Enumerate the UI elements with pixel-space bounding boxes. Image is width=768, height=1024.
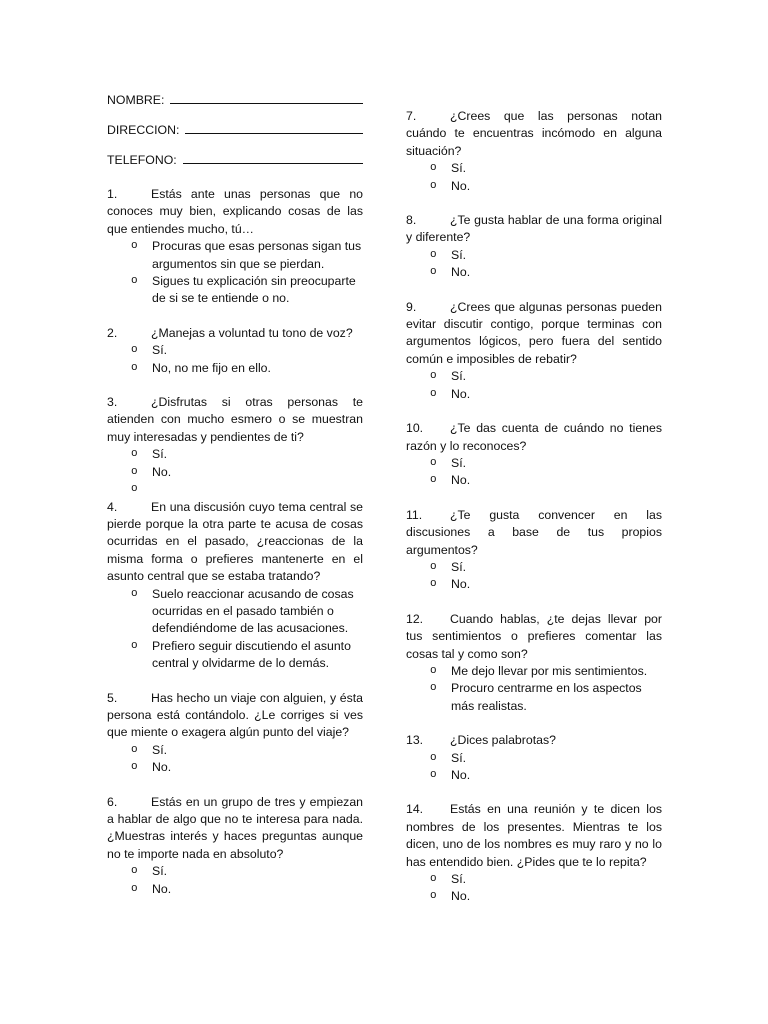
question-number: 3. [107,395,118,410]
question-number: 8. [406,213,417,228]
option-label: Sí. [152,343,168,358]
option-label: Procuras que esas personas sigan tus argumentos sin que se pierdan. [152,239,362,271]
option-label: Procuro centrarme en los aspectos más realistas. [451,681,642,713]
question-text [107,690,363,742]
option-list [107,238,363,308]
question-body: ¿Disfrutas si otras personas te atienden con mucho esmero o se muestran muy interesadas y pendientes de ti? [107,395,363,444]
option-item[interactable] [107,742,363,759]
name-field[interactable] [107,91,363,108]
circle-bullet-icon: o [131,639,138,652]
option-label: No, no me fijo en ello. [152,360,271,375]
option-item[interactable] [406,576,662,593]
personal-info-fields [107,91,363,168]
option-item-empty[interactable] [107,481,363,498]
option-item[interactable] [107,464,363,481]
option-list [406,455,662,490]
question-text [107,394,363,446]
question-12 [406,611,662,715]
question-number: 11. [406,507,423,522]
option-label: No. [451,889,471,904]
question-number: 5. [107,690,118,705]
option-label: Sigues tu explicación sin preocuparte de si se te entiende o no. [152,274,356,306]
option-item[interactable] [107,586,363,638]
option-item[interactable] [107,863,363,880]
option-item[interactable] [406,680,662,715]
question-number: 10. [406,421,424,436]
option-item[interactable] [406,160,662,177]
circle-bullet-icon: o [430,266,437,279]
option-label: Me dejo llevar por mis sentimientos. [451,663,648,678]
option-label: Sí. [152,864,168,879]
question-body: Estás en un grupo de tres y empiezan a hablar de algo que no te interesa para nada. ¿Muestras interés y haces preguntas aunque no te importe nada en absoluto? [107,794,363,861]
question-5 [107,690,363,777]
circle-bullet-icon: o [131,882,138,895]
circle-bullet-icon: o [131,344,138,357]
circle-bullet-icon: o [131,275,138,288]
question-14 [406,801,662,905]
question-text [406,212,662,247]
option-list [406,559,662,594]
option-item[interactable] [107,446,363,463]
question-9 [406,299,662,403]
question-4 [107,499,363,673]
question-10 [406,420,662,490]
address-blank-line[interactable] [185,121,363,134]
question-number: 1. [107,187,118,201]
address-field[interactable] [107,121,363,138]
question-body: Estás ante unas personas que no conoces muy bien, explicando cosas de las que entiendes mucho, tú… [107,187,363,236]
question-text [107,499,363,586]
option-list [406,871,662,906]
circle-bullet-icon: o [430,578,437,591]
option-label: No. [152,881,172,896]
question-text [406,420,662,455]
question-body: ¿Te gusta convencer en las discusiones a base de tus propios argumentos? [406,507,662,557]
question-number: 14. [406,802,424,817]
question-text [406,732,662,749]
circle-bullet-icon: o [430,162,437,175]
question-body: Cuando hablas, ¿te dejas llevar por tus sentimientos o prefieres comentar las cosas tal y como son? [406,611,662,661]
option-label: Sí. [451,750,467,765]
left-column [107,91,363,915]
option-item[interactable] [406,559,662,576]
name-label: NOMBRE: [107,93,165,107]
question-body: Has hecho un viaje con alguien, y ésta persona está contándolo. ¿Le corriges si ves que miente o exagera algún punto del viaje? [107,690,363,740]
question-body: ¿Crees que las personas notan cuándo te encuentras incómodo en alguna situación? [406,109,662,158]
question-text [406,299,662,369]
option-label: No. [451,768,471,782]
circle-bullet-icon: o [430,179,437,192]
question-body: Estás en una reunión y te dicen los nombres de los presentes. Mientras te los dicen, uno de los nombres es muy raro y no lo has entendido bien. ¿Pides que te lo repita? [406,802,662,869]
circle-bullet-icon: o [430,664,437,677]
question-3 [107,394,363,498]
question-text [406,801,662,871]
question-body: ¿Te das cuenta de cuándo no tienes razón y lo reconoces? [406,421,662,453]
option-item[interactable] [107,638,363,673]
question-13 [406,732,662,784]
option-item[interactable] [406,871,662,888]
option-item[interactable] [406,663,662,680]
option-label: Sí. [451,559,467,574]
option-item[interactable] [406,178,662,195]
question-number: 4. [107,499,118,514]
option-item[interactable] [406,455,662,472]
option-item[interactable] [406,247,662,264]
circle-bullet-icon: o [131,483,138,496]
question-7 [406,108,662,195]
question-number: 12. [406,611,424,626]
option-item[interactable] [406,386,662,403]
question-1 [107,186,363,308]
circle-bullet-icon: o [430,873,437,886]
option-list [107,586,363,673]
question-body: ¿Manejas a voluntad tu tono de voz? [151,325,353,340]
option-item[interactable] [107,759,363,776]
option-label: No. [152,760,172,775]
question-text [406,611,662,663]
option-label: Suelo reaccionar acusando de cosas ocurridas en el pasado también o defendiéndome de las acusaciones. [152,586,354,636]
question-number: 7. [406,109,417,123]
option-label: No. [451,265,471,280]
option-list [406,750,662,785]
circle-bullet-icon: o [131,465,138,478]
circle-bullet-icon: o [430,560,437,573]
option-label: Sí. [152,742,168,757]
circle-bullet-icon: o [430,248,437,261]
option-list [406,247,662,282]
question-2 [107,325,363,377]
address-label: DIRECCION: [107,123,180,137]
option-list [406,663,662,715]
option-item[interactable] [406,368,662,385]
option-label: Prefiero seguir discutiendo el asunto central y olvidarme de lo demás. [152,638,351,671]
circle-bullet-icon: o [131,361,138,374]
option-label: No. [451,386,471,401]
circle-bullet-icon: o [430,387,437,400]
question-text [406,108,662,160]
phone-label: TELEFONO: [107,153,177,167]
question-text [107,794,363,864]
option-label: No. [451,473,471,488]
question-11 [406,507,662,594]
circle-bullet-icon: o [430,751,437,764]
option-item[interactable] [406,472,662,489]
option-item[interactable] [406,767,662,784]
option-list [107,342,363,377]
option-list [107,863,363,898]
option-list [406,368,662,403]
phone-field[interactable] [107,151,363,168]
option-label: Sí. [451,161,467,176]
option-list [107,742,363,777]
option-item[interactable] [406,888,662,905]
circle-bullet-icon: o [430,682,437,695]
question-text [406,507,662,559]
circle-bullet-icon: o [131,761,138,774]
option-label: Sí. [451,455,467,470]
question-8 [406,212,662,282]
question-text [107,186,363,238]
option-label: No. [451,178,471,193]
question-body: En una discusión cuyo tema central se pierde porque la otra parte te acusa de cosas ocurridas en el pasado, ¿reaccionas de la misma forma o prefieres mantenerte en el asunto central que se estaba tratando? [107,499,363,584]
question-body: ¿Crees que algunas personas pueden evitar discutir contigo, porque terminas con argumentos lógicos, pero fuera del sentido común e imposibles de rebatir? [406,299,662,366]
circle-bullet-icon: o [131,865,138,878]
option-item[interactable] [107,881,363,898]
question-body: ¿Dices palabrotas? [450,733,556,748]
question-number: 2. [107,325,118,340]
option-label: No. [451,577,471,592]
circle-bullet-icon: o [430,456,437,469]
option-item[interactable] [406,750,662,767]
option-item[interactable] [107,342,363,359]
option-item[interactable] [406,264,662,281]
option-list [406,160,662,195]
option-label: Sí. [451,369,467,384]
question-number: 9. [406,299,417,314]
circle-bullet-icon: o [430,370,437,383]
option-item[interactable] [107,273,363,308]
circle-bullet-icon: o [131,448,138,461]
question-number: 13. [406,733,424,748]
question-body: ¿Te gusta hablar de una forma original y diferente? [406,213,662,245]
circle-bullet-icon: o [131,240,138,253]
option-item[interactable] [107,238,363,273]
phone-blank-line[interactable] [183,151,363,164]
question-6 [107,794,363,898]
circle-bullet-icon: o [430,474,437,487]
question-text [107,325,363,342]
option-label: Sí. [451,872,467,887]
circle-bullet-icon: o [430,769,437,781]
option-item[interactable] [107,360,363,377]
circle-bullet-icon: o [131,587,138,600]
question-number: 6. [107,794,118,809]
option-label: Sí. [152,447,168,462]
right-column [406,108,662,923]
option-label: Sí. [451,247,467,262]
circle-bullet-icon: o [430,890,437,903]
option-label: No. [152,464,172,479]
name-blank-line[interactable] [170,91,363,104]
option-list [107,446,363,498]
circle-bullet-icon: o [131,743,138,756]
